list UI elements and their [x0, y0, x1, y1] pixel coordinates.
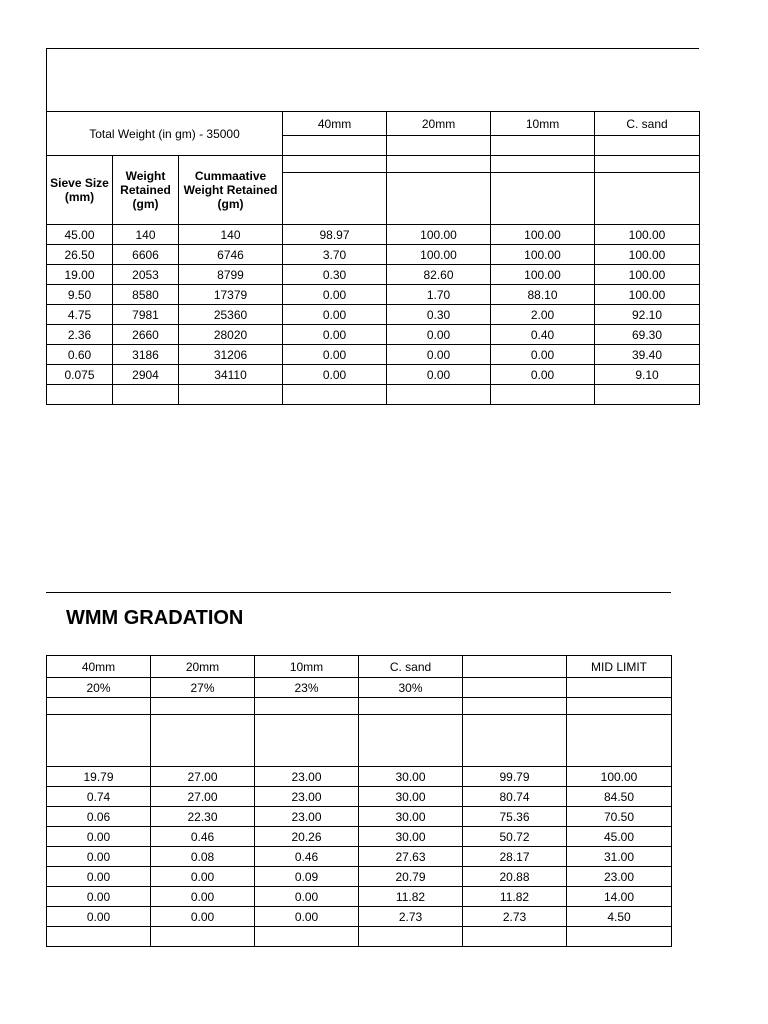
table-row [47, 907, 672, 927]
empty-cell [47, 715, 151, 767]
table-cell: 40mm [47, 656, 151, 678]
empty-cell [595, 173, 700, 225]
table-cell: 11.82 [359, 887, 463, 907]
table-cell: 2904 [113, 365, 179, 385]
table-cell: 28020 [179, 325, 283, 345]
table-cell: 2660 [113, 325, 179, 345]
table-cell [463, 678, 567, 698]
empty-cell [151, 698, 255, 715]
table-cell: 20.26 [255, 827, 359, 847]
section-rule [46, 592, 671, 593]
table-cell [567, 678, 672, 698]
wmm-percent-row [47, 678, 672, 698]
table-cell: 20mm [151, 656, 255, 678]
table-cell: 0.00 [491, 365, 595, 385]
table-cell: 0.00 [47, 827, 151, 847]
table-row [47, 325, 700, 345]
table-cell: 27.00 [151, 767, 255, 787]
empty-cell [387, 173, 491, 225]
table-cell: 0.09 [255, 867, 359, 887]
empty-cell [151, 715, 255, 767]
empty-cell [255, 715, 359, 767]
table-cell: 23% [255, 678, 359, 698]
table-cell: 100.00 [387, 225, 491, 245]
table-cell [463, 656, 567, 678]
table-cell: 99.79 [463, 767, 567, 787]
table-cell: 0.40 [491, 325, 595, 345]
table-cell: 2.36 [47, 325, 113, 345]
table-cell: 1.70 [387, 285, 491, 305]
table-cell: 2.73 [463, 907, 567, 927]
wmm-gradation-title: WMM GRADATION [66, 607, 244, 629]
empty-cell [359, 927, 463, 947]
table-cell: 0.06 [47, 807, 151, 827]
table-cell: 88.10 [491, 285, 595, 305]
table-row [47, 285, 700, 305]
table-cell: 3.70 [283, 245, 387, 265]
wmm-header-rows [47, 656, 672, 767]
table-cell: 80.74 [463, 787, 567, 807]
empty-cell [595, 385, 700, 405]
col-header-csand: C. sand [595, 112, 700, 136]
table-cell: 0.00 [47, 867, 151, 887]
table-cell: 0.30 [387, 305, 491, 325]
table-cell: 45.00 [47, 225, 113, 245]
empty-cell [491, 156, 595, 173]
table-cell: 69.30 [595, 325, 700, 345]
table-cell: 2.00 [491, 305, 595, 325]
table-cell: 98.97 [283, 225, 387, 245]
empty-cell [179, 385, 283, 405]
table-cell: 140 [179, 225, 283, 245]
empty-cell [359, 715, 463, 767]
sieve-data-rows [47, 225, 700, 405]
table-cell: 0.00 [151, 887, 255, 907]
table-cell: 0.08 [151, 847, 255, 867]
table-cell: 30.00 [359, 767, 463, 787]
table-cell: 0.00 [283, 325, 387, 345]
table-cell: 20.88 [463, 867, 567, 887]
col-header-10mm: 10mm [491, 112, 595, 136]
empty-cell [463, 927, 567, 947]
table-row [47, 345, 700, 365]
table-row [47, 807, 672, 827]
total-weight-label: Total Weight (in gm) - 35000 [47, 112, 283, 156]
table-cell: 27% [151, 678, 255, 698]
table-cell: 11.82 [463, 887, 567, 907]
table-cell: MID LIMIT [567, 656, 672, 678]
table-row [47, 927, 672, 947]
table-row [47, 365, 700, 385]
empty-cell [255, 698, 359, 715]
table-cell: 26.50 [47, 245, 113, 265]
table-cell: 0.00 [283, 285, 387, 305]
table-cell: 25360 [179, 305, 283, 325]
table-cell: 20.79 [359, 867, 463, 887]
table-row [47, 847, 672, 867]
table-cell: 0.00 [47, 887, 151, 907]
table-cell: 100.00 [595, 225, 700, 245]
empty-cell [283, 156, 387, 173]
table-cell: 82.60 [387, 265, 491, 285]
empty-cell [113, 385, 179, 405]
table-cell: 0.00 [47, 847, 151, 867]
empty-cell [595, 136, 700, 156]
table-cell: 10mm [255, 656, 359, 678]
empty-cell [463, 698, 567, 715]
table-cell: 8580 [113, 285, 179, 305]
table-cell: 0.00 [387, 365, 491, 385]
table-cell: 30.00 [359, 787, 463, 807]
wmm-data-rows [47, 767, 672, 947]
table-row [47, 827, 672, 847]
table-cell: 100.00 [387, 245, 491, 265]
col-header-20mm: 20mm [387, 112, 491, 136]
table-cell: 28.17 [463, 847, 567, 867]
table-cell: 0.74 [47, 787, 151, 807]
table-cell: 0.00 [255, 887, 359, 907]
table-cell: 27.63 [359, 847, 463, 867]
table-cell: 84.50 [567, 787, 672, 807]
table-cell: 100.00 [491, 225, 595, 245]
table-row [47, 385, 700, 405]
empty-cell [47, 385, 113, 405]
wmm-gradation-table [46, 655, 672, 947]
header-blank-area [46, 48, 47, 112]
table-cell: 100.00 [491, 245, 595, 265]
table-cell: C. sand [359, 656, 463, 678]
table-cell: 0.46 [255, 847, 359, 867]
wmm-header-row [47, 656, 672, 678]
table-cell: 70.50 [567, 807, 672, 827]
table-cell: 100.00 [595, 265, 700, 285]
table-row [47, 265, 700, 285]
table-cell: 100.00 [595, 285, 700, 305]
table-cell: 140 [113, 225, 179, 245]
table-row [47, 715, 672, 767]
col-header-40mm: 40mm [283, 112, 387, 136]
table-cell: 9.10 [595, 365, 700, 385]
table-cell: 9.50 [47, 285, 113, 305]
table-row [47, 887, 672, 907]
top-rule [46, 48, 699, 49]
table-row [47, 867, 672, 887]
sieve-analysis-table [46, 111, 700, 405]
empty-cell [387, 385, 491, 405]
table-cell: 0.46 [151, 827, 255, 847]
table-cell: 0.00 [387, 345, 491, 365]
table-cell: 20% [47, 678, 151, 698]
table-cell: 23.00 [567, 867, 672, 887]
table-cell: 2.73 [359, 907, 463, 927]
table-cell: 45.00 [567, 827, 672, 847]
table-cell: 4.50 [567, 907, 672, 927]
empty-cell [387, 136, 491, 156]
table-cell: 31206 [179, 345, 283, 365]
table-cell: 31.00 [567, 847, 672, 867]
table-cell: 0.00 [151, 907, 255, 927]
table-cell: 6606 [113, 245, 179, 265]
empty-cell [47, 927, 151, 947]
table-cell: 27.00 [151, 787, 255, 807]
table-row [47, 767, 672, 787]
table-cell: 23.00 [255, 767, 359, 787]
table-cell: 0.00 [283, 345, 387, 365]
empty-cell [387, 156, 491, 173]
empty-cell [567, 927, 672, 947]
empty-cell [567, 715, 672, 767]
table-cell: 3186 [113, 345, 179, 365]
table-cell: 0.00 [151, 867, 255, 887]
table-cell: 100.00 [595, 245, 700, 265]
table-row [47, 698, 672, 715]
table-cell: 14.00 [567, 887, 672, 907]
table-cell: 50.72 [463, 827, 567, 847]
table-cell: 19.79 [47, 767, 151, 787]
empty-cell [47, 698, 151, 715]
empty-cell [463, 715, 567, 767]
table-cell: 0.00 [47, 907, 151, 927]
table-cell: 0.075 [47, 365, 113, 385]
table-cell: 30.00 [359, 807, 463, 827]
empty-cell [595, 156, 700, 173]
table-cell: 2053 [113, 265, 179, 285]
cumulative-weight-header: Cummaative Weight Retained (gm) [179, 156, 283, 225]
table-cell: 23.00 [255, 787, 359, 807]
table-cell: 0.00 [387, 325, 491, 345]
table-cell: 0.00 [283, 365, 387, 385]
table-cell: 23.00 [255, 807, 359, 827]
table-cell: 100.00 [491, 265, 595, 285]
table-cell: 0.60 [47, 345, 113, 365]
sieve-size-header: Sieve Size (mm) [47, 156, 113, 225]
table-cell: 17379 [179, 285, 283, 305]
empty-cell [283, 385, 387, 405]
table-cell: 30.00 [359, 827, 463, 847]
empty-cell [567, 698, 672, 715]
table-row [47, 787, 672, 807]
table-row [47, 245, 700, 265]
empty-cell [491, 136, 595, 156]
table-cell: 8799 [179, 265, 283, 285]
empty-cell [491, 385, 595, 405]
table-row [47, 225, 700, 245]
table-cell: 19.00 [47, 265, 113, 285]
table-cell: 0.00 [491, 345, 595, 365]
table-cell: 34110 [179, 365, 283, 385]
table-row [47, 305, 700, 325]
empty-cell [283, 173, 387, 225]
table-cell: 0.30 [283, 265, 387, 285]
table-cell: 39.40 [595, 345, 700, 365]
table-cell: 30% [359, 678, 463, 698]
empty-cell [151, 927, 255, 947]
table-cell: 4.75 [47, 305, 113, 325]
empty-cell [359, 698, 463, 715]
table-cell: 75.36 [463, 807, 567, 827]
empty-cell [283, 136, 387, 156]
table-cell: 100.00 [567, 767, 672, 787]
empty-cell [255, 927, 359, 947]
table-cell: 22.30 [151, 807, 255, 827]
table-cell: 0.00 [255, 907, 359, 927]
table-cell: 7981 [113, 305, 179, 325]
empty-cell [491, 173, 595, 225]
table-cell: 0.00 [283, 305, 387, 325]
table-cell: 92.10 [595, 305, 700, 325]
weight-retained-header: Weight Retained (gm) [113, 156, 179, 225]
table-cell: 6746 [179, 245, 283, 265]
